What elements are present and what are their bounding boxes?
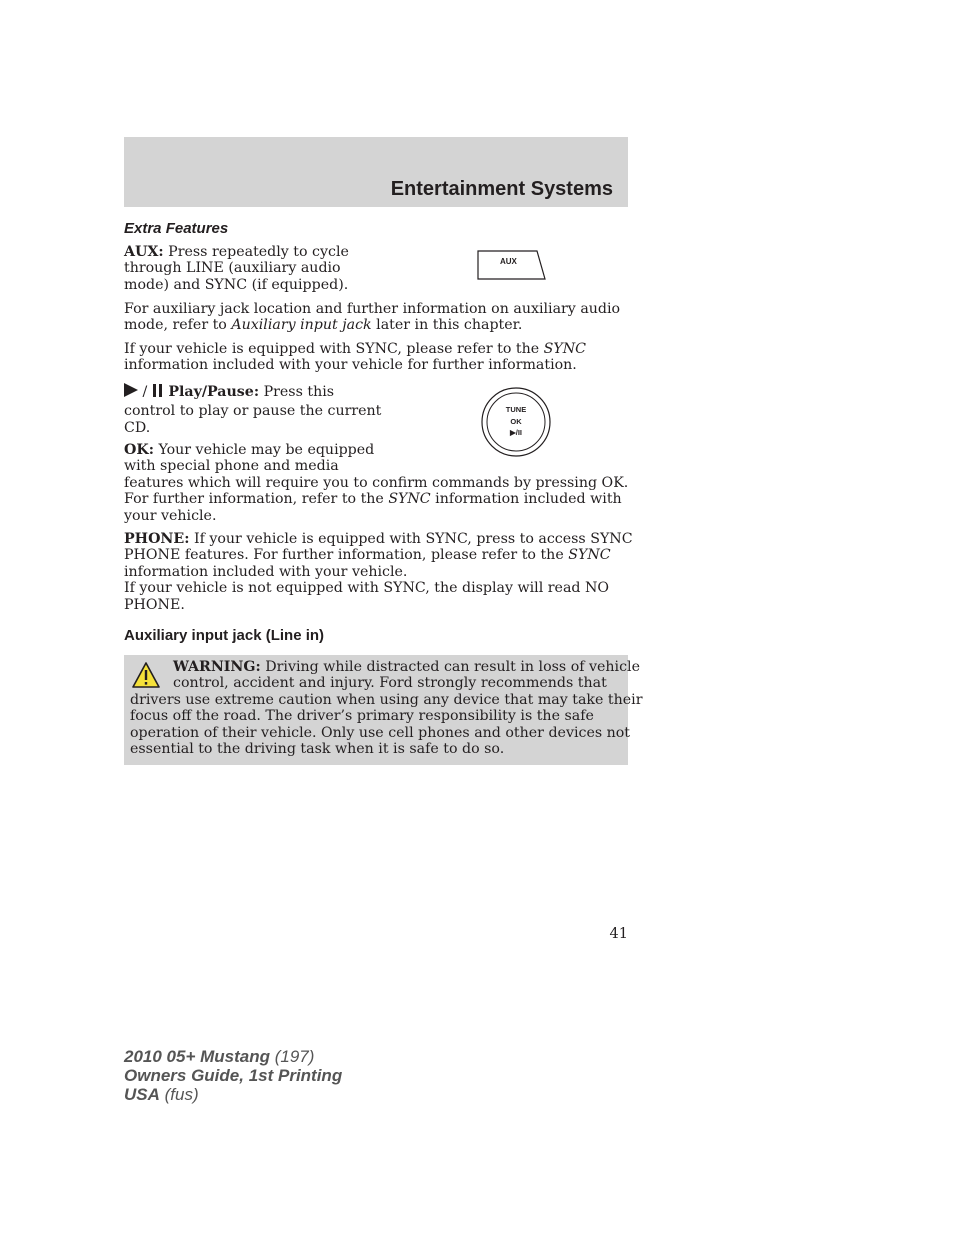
paragraph-text: For further information, refer to the: [124, 491, 389, 508]
auxiliary-input-jack-heading: Auxiliary input jack (Line in): [124, 627, 325, 644]
aux-label: AUX:: [124, 244, 164, 260]
paragraph-line: with special phone and media: [124, 458, 339, 475]
pause-icon: [152, 384, 164, 397]
warning-box: [124, 655, 643, 765]
footer-guide-edition: Owners Guide, 1st Printing: [124, 1066, 343, 1085]
footer-market-code: (fus): [159, 1085, 199, 1104]
footer-model-code: (197): [270, 1047, 315, 1066]
sync-reference: SYNC: [388, 491, 431, 508]
paragraph-text: PHONE features. For further information, please refer to the: [124, 547, 569, 564]
warning-label: WARNING:: [173, 659, 261, 675]
paragraph-line: information included with your vehicle.: [124, 563, 408, 580]
ok-label: OK:: [124, 442, 154, 458]
aux-text-line: mode) and SYNC (if equipped).: [124, 276, 349, 293]
paragraph-line: CD.: [124, 419, 151, 436]
phone-paragraph: [124, 531, 633, 613]
warning-line: control, accident and injury. Ford strongly recommends that: [173, 675, 607, 692]
aux-paragraph: [124, 244, 349, 293]
warning-line: drivers use extreme caution when using any device that may take their: [130, 691, 643, 708]
warning-line: operation of their vehicle. Only use cell phones and other devices not: [130, 724, 631, 741]
footer-market: USA: [124, 1085, 160, 1104]
section-title: Entertainment Systems: [390, 178, 613, 200]
section-header-band: [124, 137, 628, 207]
phone-label: PHONE:: [124, 531, 190, 547]
paragraph-line: control to play or pause the current: [124, 403, 382, 420]
paragraph-line: your vehicle.: [124, 507, 217, 524]
paragraph-line: information included with your vehicle for further information.: [124, 357, 577, 374]
knob-label-ok: OK: [510, 417, 522, 426]
paragraph-line: PHONE.: [124, 596, 185, 613]
warning-text: [130, 659, 643, 758]
warning-line: focus off the road. The driver’s primary responsibility is the safe: [130, 708, 594, 725]
page-number: 41: [609, 926, 628, 942]
ok-paragraph: [124, 442, 628, 524]
play-pause-paragraph: [124, 383, 381, 436]
aux-text-line: Press repeatedly to cycle: [168, 244, 349, 260]
aux-button-illustration: [475, 250, 547, 280]
footer-model: 2010 05+ Mustang: [124, 1047, 270, 1066]
paragraph-text: If your vehicle is equipped with SYNC, press to access SYNC: [189, 531, 633, 547]
sync-paragraph: [124, 341, 586, 374]
extra-features-heading: Extra Features: [124, 220, 229, 237]
aux-button-label: AUX: [500, 257, 517, 266]
paragraph-text: Press this: [259, 384, 335, 400]
aux-text-line: through LINE (auxiliary audio: [124, 260, 341, 277]
aux-jack-reference-paragraph: [124, 301, 620, 334]
play-icon: [124, 383, 138, 397]
warning-line: Driving while distracted can result in loss of vehicle: [260, 659, 640, 675]
play-pause-label: Play/Pause:: [168, 384, 260, 400]
sync-reference: SYNC: [543, 341, 586, 357]
sync-reference: SYNC: [568, 547, 611, 564]
paragraph-line: If your vehicle is not equipped with SYNC, the display will read NO: [124, 580, 610, 597]
paragraph-text: information included with: [430, 491, 622, 508]
warning-line: essential to the driving task when it is safe to do so.: [130, 741, 505, 758]
paragraph-text: later in this chapter.: [371, 317, 523, 334]
knob-label-tune: TUNE: [505, 405, 527, 414]
paragraph-text: If your vehicle is equipped with SYNC, please refer to the: [124, 341, 544, 357]
paragraph-line: features which will require you to confirm commands by pressing OK.: [124, 474, 629, 491]
paragraph-text: mode, refer to: [124, 317, 232, 334]
cross-reference: Auxiliary input jack: [231, 317, 372, 334]
paragraph-text: Your vehicle may be equipped: [153, 442, 375, 458]
slash-separator: /: [142, 384, 148, 400]
footer-publication-info: [124, 1047, 342, 1104]
paragraph-line: For auxiliary jack location and further information on auxiliary audio: [124, 301, 621, 317]
knob-label-play-pause: ▶/II: [509, 428, 523, 437]
